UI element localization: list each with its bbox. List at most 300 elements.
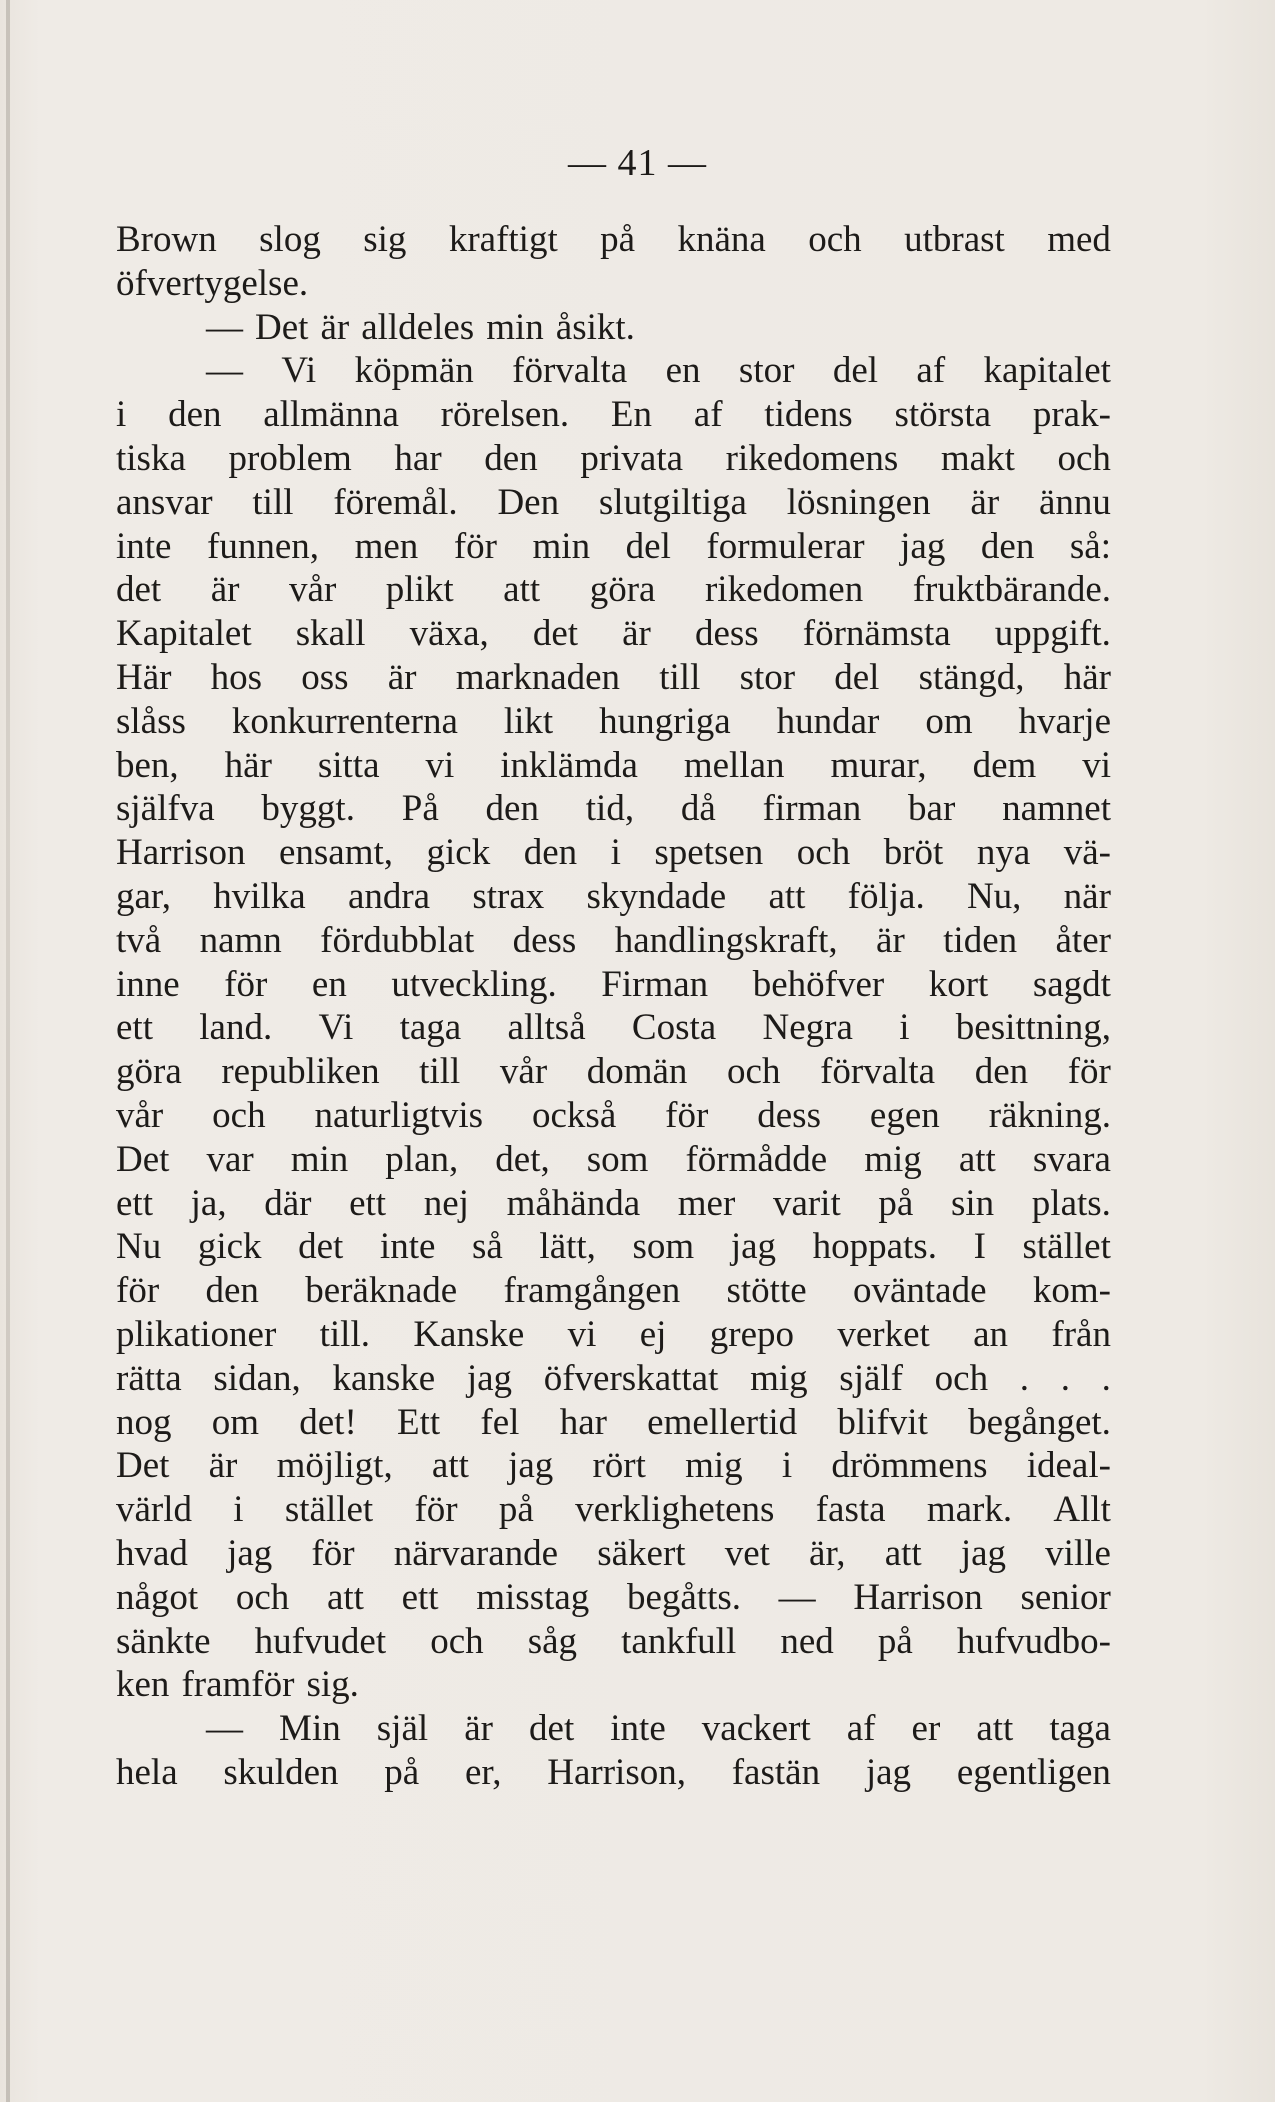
- word: är: [387, 656, 417, 698]
- word: Det: [255, 306, 309, 348]
- word: del: [834, 656, 880, 698]
- word: Firman: [601, 963, 709, 1005]
- word: Kanske: [413, 1313, 525, 1355]
- word: och: [808, 219, 862, 260]
- word: att: [958, 1138, 996, 1180]
- word: var: [206, 1138, 254, 1180]
- word: är: [464, 1708, 493, 1750]
- text-line: [116, 1138, 1111, 1182]
- word: ett: [349, 1182, 387, 1224]
- word: namnet: [1002, 788, 1111, 830]
- word: plats.: [1031, 1182, 1111, 1224]
- text-line: [116, 1401, 1111, 1445]
- word: egen: [869, 1094, 940, 1136]
- word: gick: [197, 1226, 262, 1268]
- text-line: [116, 1050, 1111, 1094]
- word: ideal-: [1026, 1445, 1111, 1487]
- word: sig: [363, 219, 407, 260]
- body-text: [116, 218, 1111, 1795]
- word: stötte: [726, 1270, 807, 1312]
- word: mig: [685, 1445, 743, 1487]
- word: sänkte: [116, 1620, 211, 1662]
- word: inte: [116, 525, 172, 567]
- word: är,: [809, 1532, 846, 1574]
- word: rört: [592, 1445, 646, 1487]
- word: murar,: [830, 744, 927, 786]
- word: blifvit: [837, 1401, 928, 1443]
- word: närvarande: [393, 1532, 559, 1574]
- word: på: [878, 1182, 914, 1224]
- word: oss: [301, 656, 349, 698]
- word: verket: [837, 1313, 930, 1355]
- word: och: [727, 1051, 781, 1093]
- word: min: [532, 525, 591, 567]
- word: dess: [757, 1094, 821, 1136]
- word: Allt: [1053, 1489, 1111, 1531]
- word: där: [264, 1182, 312, 1224]
- word: och: [796, 832, 851, 874]
- word: är: [320, 306, 350, 348]
- word: besittning,: [955, 1007, 1111, 1049]
- word: med: [1047, 219, 1111, 260]
- word: som: [632, 1226, 695, 1268]
- word: den: [168, 394, 222, 436]
- word: del: [625, 525, 671, 567]
- word: göra: [589, 569, 656, 611]
- word: del: [832, 350, 879, 392]
- word: Harrison,: [547, 1751, 686, 1793]
- word: Kapitalet: [116, 613, 252, 655]
- word: vä-: [1063, 832, 1111, 874]
- word: hvilka: [213, 875, 306, 917]
- word: och: [235, 1576, 290, 1618]
- text-line: [116, 919, 1111, 963]
- word: förnämsta: [802, 613, 951, 655]
- word: —: [206, 350, 243, 392]
- word: det,: [495, 1138, 550, 1180]
- word: den: [523, 832, 578, 874]
- word: två: [116, 919, 162, 961]
- word: Vi: [318, 1007, 354, 1049]
- text-line: [116, 1269, 1111, 1313]
- word: ville: [1045, 1532, 1111, 1574]
- word: då: [680, 788, 716, 830]
- word: slog: [259, 219, 321, 260]
- word: Costa: [631, 1007, 717, 1049]
- word: kom-: [1032, 1270, 1111, 1312]
- word: ja,: [190, 1182, 227, 1224]
- word: Harrison: [853, 1576, 983, 1618]
- word: drömmens: [831, 1445, 988, 1487]
- word: spetsen: [654, 832, 764, 874]
- word: hvarje: [1018, 700, 1111, 742]
- word: alldeles: [361, 306, 475, 348]
- word: jag: [730, 1226, 777, 1268]
- text-line: [116, 349, 1111, 393]
- word: slåss: [116, 700, 186, 742]
- word: växa,: [409, 613, 489, 655]
- word: vi: [567, 1313, 597, 1355]
- text-line: [116, 787, 1111, 831]
- word: slutgiltiga: [598, 481, 747, 523]
- word: er,: [464, 1751, 502, 1793]
- word: i: [116, 394, 127, 436]
- word: fördubblat: [320, 919, 475, 961]
- word: är: [876, 919, 905, 961]
- text-line: [116, 481, 1111, 525]
- word: rikedomen: [704, 569, 864, 611]
- word: och: [1057, 437, 1111, 479]
- word: tiska: [116, 437, 186, 479]
- text-line: [116, 612, 1111, 656]
- word: Här: [116, 656, 172, 698]
- word: att: [503, 569, 541, 611]
- word: Det: [116, 1445, 170, 1487]
- word: På: [401, 788, 439, 830]
- text-line: [116, 831, 1111, 875]
- word: dess: [512, 919, 577, 961]
- word: sidan,: [213, 1357, 301, 1399]
- word: allmänna: [263, 394, 399, 436]
- word: köpmän: [354, 350, 474, 392]
- word: för: [116, 1270, 160, 1312]
- page-number: — 41 —: [568, 142, 707, 184]
- word: förvalta: [820, 1051, 936, 1093]
- word: rikedomens: [725, 437, 899, 479]
- text-line: [116, 437, 1111, 481]
- text-line: [116, 262, 1111, 306]
- word: måhända: [506, 1182, 641, 1224]
- word: om: [211, 1401, 260, 1443]
- word: öfvertygelse.: [116, 262, 309, 304]
- word: hoppats.: [812, 1226, 937, 1268]
- word: utveckling.: [391, 963, 557, 1005]
- word: den: [484, 437, 538, 479]
- word: Negra: [762, 1007, 853, 1049]
- word: stor: [738, 350, 795, 392]
- word: bar: [908, 788, 956, 830]
- word: fel: [480, 1401, 520, 1443]
- word: jag: [865, 1751, 912, 1793]
- word: er: [911, 1708, 941, 1750]
- word: —: [206, 1708, 243, 1750]
- word: Brown: [116, 219, 217, 260]
- word: stängd,: [918, 656, 1025, 698]
- word: nej: [423, 1182, 469, 1224]
- word: till.: [319, 1313, 370, 1355]
- word: jag: [508, 1445, 554, 1487]
- word: ben,: [116, 744, 179, 786]
- word: bröt: [883, 832, 944, 874]
- word: privata: [580, 437, 684, 479]
- word: göra: [116, 1051, 182, 1093]
- word: min: [290, 1138, 349, 1180]
- word: att: [326, 1576, 364, 1618]
- word: möjligt,: [276, 1445, 393, 1487]
- text-line: [116, 1182, 1111, 1226]
- word: likt: [503, 700, 554, 742]
- word: mig: [750, 1357, 808, 1399]
- word: fastän: [731, 1751, 821, 1793]
- word: begåtts.: [626, 1576, 742, 1618]
- word: mellan: [683, 744, 785, 786]
- word: största: [894, 394, 992, 436]
- text-line: [116, 1444, 1111, 1488]
- word: det: [529, 1708, 575, 1750]
- text-line: [116, 744, 1111, 788]
- word: Det: [116, 1138, 170, 1180]
- word: inte: [610, 1708, 666, 1750]
- text-line: [116, 1357, 1111, 1401]
- word: verklighetens: [575, 1489, 775, 1531]
- word: begånget.: [968, 1401, 1111, 1443]
- word: fasta: [815, 1489, 886, 1531]
- word: Nu,: [966, 875, 1022, 917]
- word: såg: [527, 1620, 578, 1662]
- word: kanske: [332, 1357, 436, 1399]
- word: jag: [900, 525, 946, 567]
- word: nog: [116, 1401, 172, 1443]
- word: behöfver: [752, 963, 885, 1005]
- word: ett: [401, 1576, 439, 1618]
- word: inte: [379, 1226, 436, 1268]
- word: naturligtvis: [314, 1094, 484, 1136]
- word: oväntade: [852, 1270, 987, 1312]
- word: räkning.: [988, 1094, 1111, 1136]
- word: kraftigt: [448, 219, 558, 260]
- word: Vi: [281, 350, 317, 392]
- text-line: [116, 656, 1111, 700]
- word: här: [1063, 656, 1111, 698]
- word: och: [212, 1094, 266, 1136]
- word: för: [414, 1489, 458, 1531]
- word: här: [224, 744, 272, 786]
- word: I: [973, 1226, 986, 1268]
- word: är: [208, 1445, 238, 1487]
- word: vår: [499, 1051, 548, 1093]
- text-line: [116, 1006, 1111, 1050]
- text-line: [116, 1094, 1111, 1138]
- word: är: [970, 481, 1000, 523]
- word: och: [430, 1620, 484, 1662]
- word: som: [586, 1138, 649, 1180]
- text-line: [116, 1620, 1111, 1664]
- word: när: [1063, 875, 1111, 917]
- word: för: [311, 1532, 355, 1574]
- word: den: [980, 525, 1035, 567]
- text-line: [116, 393, 1111, 437]
- word: så: [472, 1226, 503, 1268]
- word: formulerar: [706, 525, 865, 567]
- word: prak-: [1032, 394, 1111, 436]
- word: öfverskattat: [543, 1357, 719, 1399]
- word: tidens: [764, 394, 853, 436]
- word: plikt: [385, 569, 454, 611]
- word: fruktbärande.: [912, 569, 1111, 611]
- word: sin: [950, 1182, 995, 1224]
- word: strax: [472, 875, 545, 917]
- word: på: [600, 219, 636, 260]
- word: byggt.: [261, 788, 355, 830]
- word: —: [206, 306, 243, 348]
- word: problem: [228, 437, 352, 479]
- word: marknaden: [455, 656, 621, 698]
- word: det: [116, 569, 162, 611]
- word: republiken: [221, 1051, 380, 1093]
- word: Den: [497, 481, 560, 523]
- word: vet: [724, 1532, 770, 1574]
- word: svara: [1032, 1138, 1111, 1180]
- word: att: [976, 1708, 1014, 1750]
- word: kapitalet: [983, 350, 1111, 392]
- word: hungriga: [599, 700, 731, 742]
- word: vi: [425, 744, 455, 786]
- text-line: [116, 875, 1111, 919]
- word: egentligen: [956, 1751, 1111, 1793]
- word: nya: [976, 832, 1031, 874]
- word: själf: [839, 1357, 903, 1399]
- text-line: [116, 218, 1111, 262]
- word: lätt,: [539, 1226, 596, 1268]
- text-line: [116, 1663, 1111, 1707]
- word: på: [877, 1620, 913, 1662]
- word: uppgift.: [994, 613, 1111, 655]
- word: inne: [116, 963, 180, 1005]
- word: vår: [116, 1094, 164, 1136]
- word: att: [431, 1445, 469, 1487]
- word: för: [224, 963, 268, 1005]
- word: stället: [284, 1489, 374, 1531]
- word: i: [233, 1489, 244, 1531]
- word: jag: [466, 1357, 513, 1399]
- word: framför: [181, 1664, 295, 1706]
- word: lösningen: [786, 481, 931, 523]
- text-line: [116, 700, 1111, 744]
- text-line: [116, 306, 1111, 350]
- word: hos: [210, 656, 263, 698]
- word: värld: [116, 1489, 193, 1531]
- word: taga: [1049, 1708, 1111, 1750]
- word: följa.: [847, 875, 925, 917]
- word: säkert: [597, 1532, 686, 1574]
- word: misstag: [476, 1576, 590, 1618]
- word: senior: [1020, 1576, 1111, 1618]
- word: gick: [426, 832, 491, 874]
- page-gutter-edge: [6, 0, 10, 2102]
- word: domän: [586, 1051, 688, 1093]
- word: sagdt: [1032, 963, 1111, 1005]
- word: land.: [199, 1007, 273, 1049]
- word: hufvudbo-: [956, 1620, 1111, 1662]
- word: från: [1051, 1313, 1111, 1355]
- word: en: [311, 963, 347, 1005]
- word: själfva: [116, 788, 215, 830]
- word: skulden: [223, 1751, 339, 1793]
- word: är: [210, 569, 240, 611]
- word: tankfull: [621, 1620, 737, 1662]
- word: jag: [960, 1532, 1007, 1574]
- word: jag: [227, 1532, 273, 1574]
- word: plan,: [385, 1138, 459, 1180]
- word: den: [485, 788, 539, 830]
- word: föremål.: [333, 481, 458, 523]
- word: kort: [928, 963, 989, 1005]
- word: vi: [1082, 744, 1111, 786]
- word: men: [354, 525, 419, 567]
- word: är: [622, 613, 651, 655]
- word: inklämda: [500, 744, 638, 786]
- word: an: [973, 1313, 1009, 1355]
- word: alltså: [507, 1007, 586, 1049]
- word: i: [899, 1007, 910, 1049]
- word: åsikt.: [555, 306, 635, 348]
- word: grepo: [709, 1313, 795, 1355]
- word: konkurrenterna: [231, 700, 458, 742]
- word: plikationer: [116, 1313, 277, 1355]
- word: det: [298, 1226, 344, 1268]
- text-line: [116, 1313, 1111, 1357]
- word: hufvudet: [254, 1620, 387, 1662]
- text-line: [116, 1225, 1111, 1269]
- word: den: [974, 1051, 1029, 1093]
- word: åter: [1055, 919, 1111, 961]
- word: hvad: [116, 1532, 188, 1574]
- word: andra: [347, 875, 431, 917]
- word: af: [916, 350, 946, 392]
- word: för: [1067, 1051, 1111, 1093]
- word: förvalta: [512, 350, 628, 392]
- word: ej: [639, 1313, 667, 1355]
- word: min: [486, 306, 544, 348]
- word: för: [665, 1094, 709, 1136]
- word: till: [419, 1051, 461, 1093]
- word: att: [884, 1532, 922, 1574]
- word: Ett: [397, 1401, 441, 1443]
- word: dem: [972, 744, 1037, 786]
- word: har: [394, 437, 442, 479]
- word: ett: [116, 1182, 153, 1224]
- word: ansvar: [116, 481, 213, 523]
- text-line: [116, 1576, 1111, 1620]
- word: mark.: [926, 1489, 1013, 1531]
- word: utbrast: [904, 219, 1005, 260]
- word: varit: [772, 1182, 841, 1224]
- word: beräknade: [305, 1270, 458, 1312]
- text-line: [116, 1488, 1111, 1532]
- word: skall: [295, 613, 366, 655]
- word: gar,: [116, 875, 172, 917]
- text-line: [116, 525, 1111, 569]
- word: vackert: [701, 1708, 811, 1750]
- word: namn: [199, 919, 282, 961]
- word: .: [1101, 1357, 1111, 1399]
- word: Nu: [116, 1226, 162, 1268]
- word: den: [205, 1270, 259, 1312]
- word: .: [1060, 1357, 1070, 1399]
- word: af: [846, 1708, 876, 1750]
- word: taga: [399, 1007, 462, 1049]
- word: till: [659, 656, 701, 698]
- word: ensamt,: [278, 832, 394, 874]
- word: vår: [289, 569, 337, 611]
- text-line: [116, 568, 1111, 612]
- word: på: [384, 1751, 420, 1793]
- word: emellertid: [647, 1401, 798, 1443]
- word: —: [778, 1576, 816, 1618]
- word: hundar: [776, 700, 880, 742]
- word: firman: [762, 788, 862, 830]
- word: mer: [677, 1182, 736, 1224]
